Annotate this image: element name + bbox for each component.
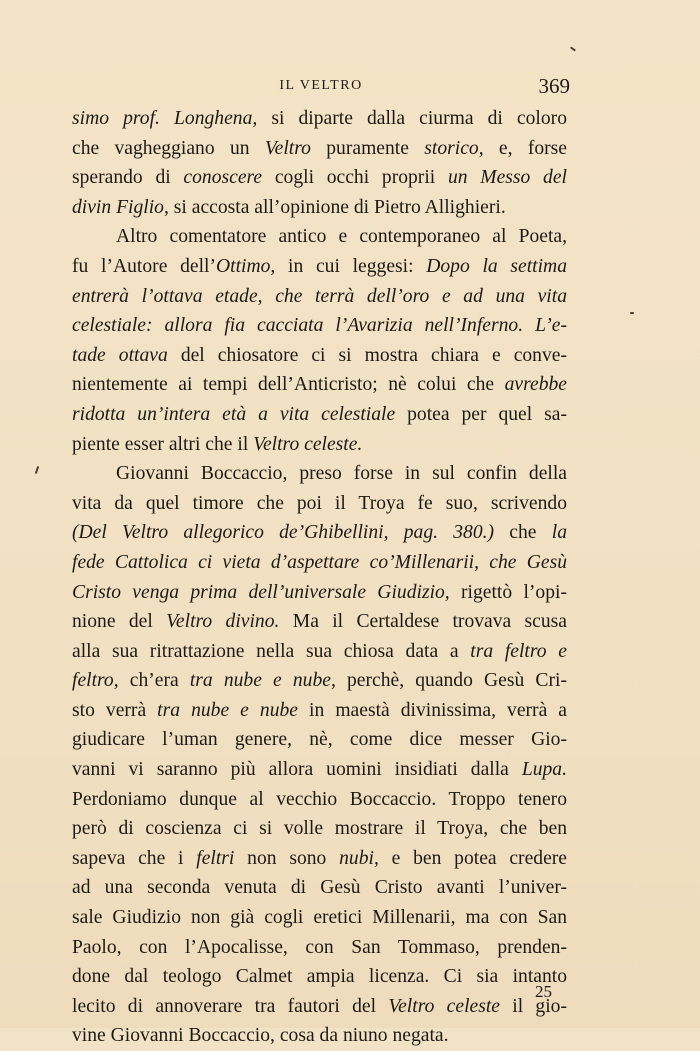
text-segment: potea per quel sa- — [395, 403, 567, 425]
text-segment: sperando di — [72, 167, 184, 189]
italic-text: conoscere — [183, 167, 263, 189]
text-segment: Ma il Certaldese trovava scusa — [279, 611, 567, 633]
text-line — [72, 370, 567, 400]
text-segment: done dal teologo Calmet ampia licenza. Ci sia intanto — [72, 966, 567, 988]
text-segment: ad una seconda venuta di Gesù Cristo avanti l’univer- — [72, 877, 567, 899]
text-segment: però di coscienza ci si volle mostrare il Troya, che ben — [72, 818, 567, 840]
text-segment: in maestà divinissima, verrà a — [298, 699, 568, 721]
text-line — [72, 134, 567, 164]
text-segment: vanni vi saranno più allora uomini insidiati dalla — [72, 759, 522, 781]
text-line — [72, 341, 567, 371]
text-segment: si diparte dalla ciurma di coloro — [257, 108, 567, 129]
text-segment: perchè, quando Gesù Cri- — [335, 670, 567, 692]
italic-text: tra nube e nube, — [189, 670, 336, 692]
italic-text: Veltro celeste — [388, 995, 500, 1017]
text-line — [72, 193, 567, 223]
text-line — [72, 252, 567, 282]
text-segment: piente esser altri che il — [72, 433, 254, 455]
text-segment: Giovanni Boccaccio, preso forse in sul confin della — [116, 463, 567, 485]
italic-text: (Del Veltro allegorico de’Ghibellini, pag. 380.) — [72, 522, 495, 544]
text-line — [72, 844, 567, 874]
italic-text: feltro, — [72, 670, 119, 692]
page-header — [72, 74, 570, 102]
text-segment: giudicare l’uman genere, nè, come dice messer Gio- — [72, 729, 567, 751]
italic-text: tra feltro e — [470, 640, 567, 662]
text-line — [72, 666, 567, 696]
text-line — [72, 933, 567, 963]
italic-text: celestiale: allora fia cacciata l’Avarizia nell’Inferno. L’e- — [72, 315, 567, 337]
text-segment: puramente — [310, 137, 425, 159]
italic-text: Ottimo, — [216, 255, 276, 277]
running-title: IL VELTRO — [279, 78, 363, 93]
italic-text: Veltro — [264, 137, 311, 159]
italic-text: la — [551, 522, 567, 544]
italic-text: Cristo venga prima dell’universale Giudizio, — [72, 581, 450, 603]
text-line — [72, 962, 567, 992]
italic-text: entrerà l’ottava etade, che terrà dell’oro e ad una vita — [72, 285, 567, 307]
text-segment: ch’era — [118, 670, 190, 692]
text-segment: sapeva che i — [72, 847, 197, 869]
text-line — [72, 578, 567, 608]
italic-text: Lupa. — [521, 759, 567, 781]
italic-text: un Messo del — [447, 167, 567, 189]
text-line — [72, 222, 567, 252]
text-segment: Perdoniamo dunque al vecchio Boccaccio. Troppo tenero — [72, 788, 567, 810]
text-line — [72, 282, 567, 312]
text-segment: nientemente ai tempi dell’Anticristo; nè colui che — [72, 374, 505, 396]
text-segment: vine Giovanni Boccaccio, cosa da niuno negata. — [72, 1025, 449, 1047]
text-segment: e, forse — [483, 137, 567, 159]
text-line — [72, 163, 567, 193]
text-line — [72, 1021, 567, 1051]
text-segment: sto verrà — [72, 699, 158, 721]
text-line — [72, 785, 567, 815]
text-segment: lecito di annoverare tra fautori del — [72, 995, 389, 1017]
ink-speck — [570, 46, 576, 51]
text-segment: che — [494, 522, 552, 544]
text-segment: Paolo, con l’Apocalisse, con San Tommaso, prenden- — [72, 936, 567, 958]
text-segment: il gio- — [499, 995, 567, 1017]
text-line — [72, 400, 567, 430]
text-line — [72, 873, 567, 903]
italic-text: Veltro celeste. — [253, 433, 363, 455]
text-segment: Altro comentatore antico e contemporaneo al Poeta, — [116, 226, 567, 248]
text-line — [72, 696, 567, 726]
text-segment: fu l’Autore dell’ — [72, 255, 216, 277]
italic-text: Veltro divino. — [166, 611, 280, 633]
italic-text: feltri — [196, 847, 235, 869]
ink-speck — [630, 312, 634, 314]
text-segment: , si accosta all’opinione di Pietro Allighieri. — [163, 196, 506, 218]
ink-speck — [35, 466, 40, 474]
text-line — [72, 637, 567, 667]
text-line — [72, 489, 567, 519]
text-line — [72, 311, 567, 341]
italic-text: ridotta un’intera età a vita celestiale — [72, 403, 396, 425]
text-segment: del chiosatore ci si mostra chiara e conve- — [167, 344, 568, 366]
italic-text: storico, — [424, 137, 484, 159]
body-text — [72, 104, 567, 1051]
italic-text: avrebbe — [504, 374, 567, 396]
italic-text: divin Figlio — [72, 196, 164, 218]
text-segment: e ben potea credere — [378, 847, 567, 869]
page-number: 369 — [538, 74, 570, 98]
italic-text: nubi, — [339, 847, 379, 869]
text-line — [72, 518, 567, 548]
signature-mark: 25 — [535, 982, 552, 1001]
text-segment: vita da quel timore che poi il Troya fe suo, scrivendo — [72, 492, 567, 514]
italic-text: Dopo la settima — [426, 255, 568, 277]
text-segment: nione del — [72, 611, 167, 633]
text-line — [72, 992, 567, 1022]
text-line — [72, 459, 567, 489]
text-segment: alla sua ritrattazione nella sua chiosa data a — [72, 640, 471, 662]
text-line — [72, 430, 567, 460]
text-segment: rigettò l’opi- — [449, 581, 567, 603]
italic-text: simo prof. Longhena, — [72, 108, 258, 129]
text-line — [72, 104, 567, 134]
text-line — [72, 725, 567, 755]
text-segment: in cui leggesi: — [275, 255, 427, 277]
text-line — [72, 903, 567, 933]
text-segment: cogli occhi proprii — [262, 167, 448, 189]
text-segment: non sono — [234, 847, 340, 869]
text-line — [72, 607, 567, 637]
text-segment: che vagheggiano un — [72, 137, 265, 159]
italic-text: tade ottava — [72, 344, 168, 366]
text-line — [72, 814, 567, 844]
italic-text: tra nube e nube — [157, 699, 299, 721]
text-line — [72, 548, 567, 578]
text-segment: sale Giudizio non già cogli eretici Millenarii, ma con San — [72, 907, 567, 929]
italic-text: fede Cattolica ci vieta d’aspettare co’Millenarii, che Gesù — [72, 551, 567, 573]
text-line — [72, 755, 567, 785]
